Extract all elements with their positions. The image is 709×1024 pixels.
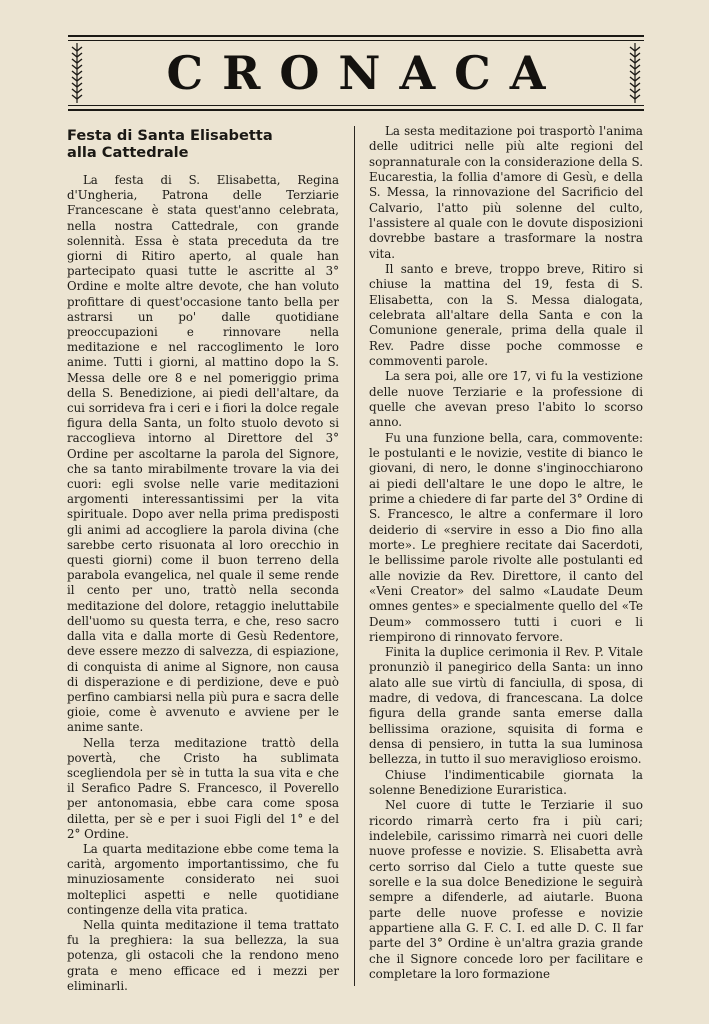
- article-title: [67, 127, 339, 161]
- paragraph: Nella terza meditazione trattò della povertà, che Cristo ha sublimata scegliendola per sè in tutta la sua vita e che il Serafico Padre S. Francesco, il Poverello per antonomasia, ebbe cara come sposa diletta, per sè e per i suoi Figli del 1° e del 2° Ordine.: [67, 735, 339, 841]
- article-title-line-2: alla Cattedrale: [67, 144, 189, 161]
- masthead-ornament-right: [628, 43, 642, 103]
- article-title-line-1: Festa di Santa Elisabetta: [67, 127, 273, 144]
- paragraph: La sera poi, alle ore 17, vi fu la vestizione delle nuove Terziarie e la professione di quelle che avevan preso l'abito lo scorso anno.: [369, 369, 643, 430]
- left-column: [67, 127, 339, 994]
- right-column: [369, 124, 643, 982]
- paragraph: Fu una funzione bella, cara, commovente: le postulanti e le novizie, vestite di bianco le giovani, di nero, le donne s'inginocchiarono ai piedi dell'altare le une dopo le altre, le prime a chiedere di far parte del 3° Ordine di S. Francesco, le altre a confermare il loro deiderio di «servire in esso a Dio fino alla morte». Le preghiere recitate dai Sacerdoti, le bellissime parole rivolte alle postulanti ed alle novizie da Rev. Direttore, il canto del «Veni Creator» del salmo «Laudate Deum omnes gentes» e specialmente quello del «Te Deum» commossero tutti i cuori e li riempirono di rinnovato fervore.: [369, 430, 643, 644]
- paragraph: Nel cuore di tutte le Terziarie il suo ricordo rimarrà certo fra i più cari; indelebile, carissimo rimarrà nei cuori delle nuove professe e novizie. S. Elisabetta avrà certo sorriso dal Cielo a tutte queste sue sorelle e la sua dolce Benedizione le seguirà sempre a difenderle, ad aiutarle. Buona parte delle nuove professe e novizie appartiene alla G. F. C. I. ed alle D. C. Il far parte del 3° Ordine è un'altra grazia grande che il Signore concede loro per facilitare e completare la loro formazione: [369, 798, 643, 982]
- paragraph: La festa di S. Elisabetta, Regina d'Ungheria, Patrona delle Terziarie Francescane è stata quest'anno celebrata, nella nostra Cattedrale, con grande solennità. Essa è stata preceduta da tre giorni di Ritiro aperto, al quale han partecipato quasi tutte le ascritte al 3° Ordine e molte altre devote, che han voluto profittare di quest'occasione tanto bella per astrarsi un po' dalle quotidiane preoccupazioni e rinnovare nella meditazione e nel raccoglimento le loro anime. Tutti i giorni, al mattino dopo la S. Messa delle ore 8 e nel pomeriggio prima della S. Benedizione, ai piedi dell'altare, da cui sorrideva fra i ceri e i fiori la dolce regale figura della Santa, un folto stuolo devoto si raccoglieva intorno al Direttore del 3° Ordine per ascoltarne la parola del Signore, che sa tanto mirabilmente trovare la via dei cuori: egli svolse nelle varie meditazioni argomenti interessantissimi per la vita spirituale. Dopo aver nella prima predisposti gli animi ad accogliere la parola divina (che sarebbe certo risuonata al loro orecchio in questi giorni) come il buon terreno della parabola evangelica, nel quale il seme rende il cento per uno, trattò nella seconda meditazione del dolore, retaggio ineluttabile dell'uomo su questa terra, e che, reso sacro dalla vita e dalla morte di Gesù Redentore, deve essere mezzo di salvezza, di espiazione, di conquista di anime al Signore, non causa di disperazione e di perdizione, deve e può perfino cambiarsi nella più pura e sacra delle gioie, come è avvenuto e avviene per le anime sante.: [67, 173, 339, 735]
- masthead-ornament-left: [70, 43, 84, 103]
- column-divider: [354, 126, 355, 986]
- paragraph: Chiuse l'indimenticabile giornata la solenne Benedizione Euraristica.: [369, 767, 643, 798]
- paragraph: La sesta meditazione poi trasportò l'anima delle uditrici nelle più alte regioni del soprannaturale con la considerazione della S. Eucarestia, la follia d'amore di Gesù, e della S. Messa, la rinnovazione del Sacrificio del Calvario, l'atto più solenne del culto, l'assistere al quale con le dovute disposizioni dovrebbe bastare a trasformare la nostra vita.: [369, 124, 643, 261]
- masthead: [68, 35, 644, 111]
- paragraph: Nella quinta meditazione il tema trattato fu la preghiera: la sua bellezza, la sua potenza, gli ostacoli che la rendono meno grata e meno efficace ed i mezzi per eliminarli.: [67, 917, 339, 993]
- paragraph: Il santo e breve, troppo breve, Ritiro si chiuse la mattina del 19, festa di S. Elisabetta, con la S. Messa dialogata, celebrata all'altare della Santa e con la Comunione generale, prima della quale il Rev. Padre disse poche commosse e commoventi parole.: [369, 261, 643, 368]
- paragraph: Finita la duplice cerimonia il Rev. P. Vitale pronunziò il panegirico della Santa: un inno alato alle sue virtù di fanciulla, di sposa, di madre, di vedova, di francescana. La dolce figura della grande santa emerse dalla bellissima orazione, squisita di forma e densa di pensiero, in tutta la sua luminosa bellezza, in tutto il suo meraviglioso eroismo.: [369, 645, 643, 767]
- section-title: CRONACA: [166, 46, 565, 100]
- paragraph: La quarta meditazione ebbe come tema la carità, argomento importantissimo, che fu minuziosamente considerato nei suoi molteplici aspetti e nelle quotidiane contingenze della vita pratica.: [67, 841, 339, 917]
